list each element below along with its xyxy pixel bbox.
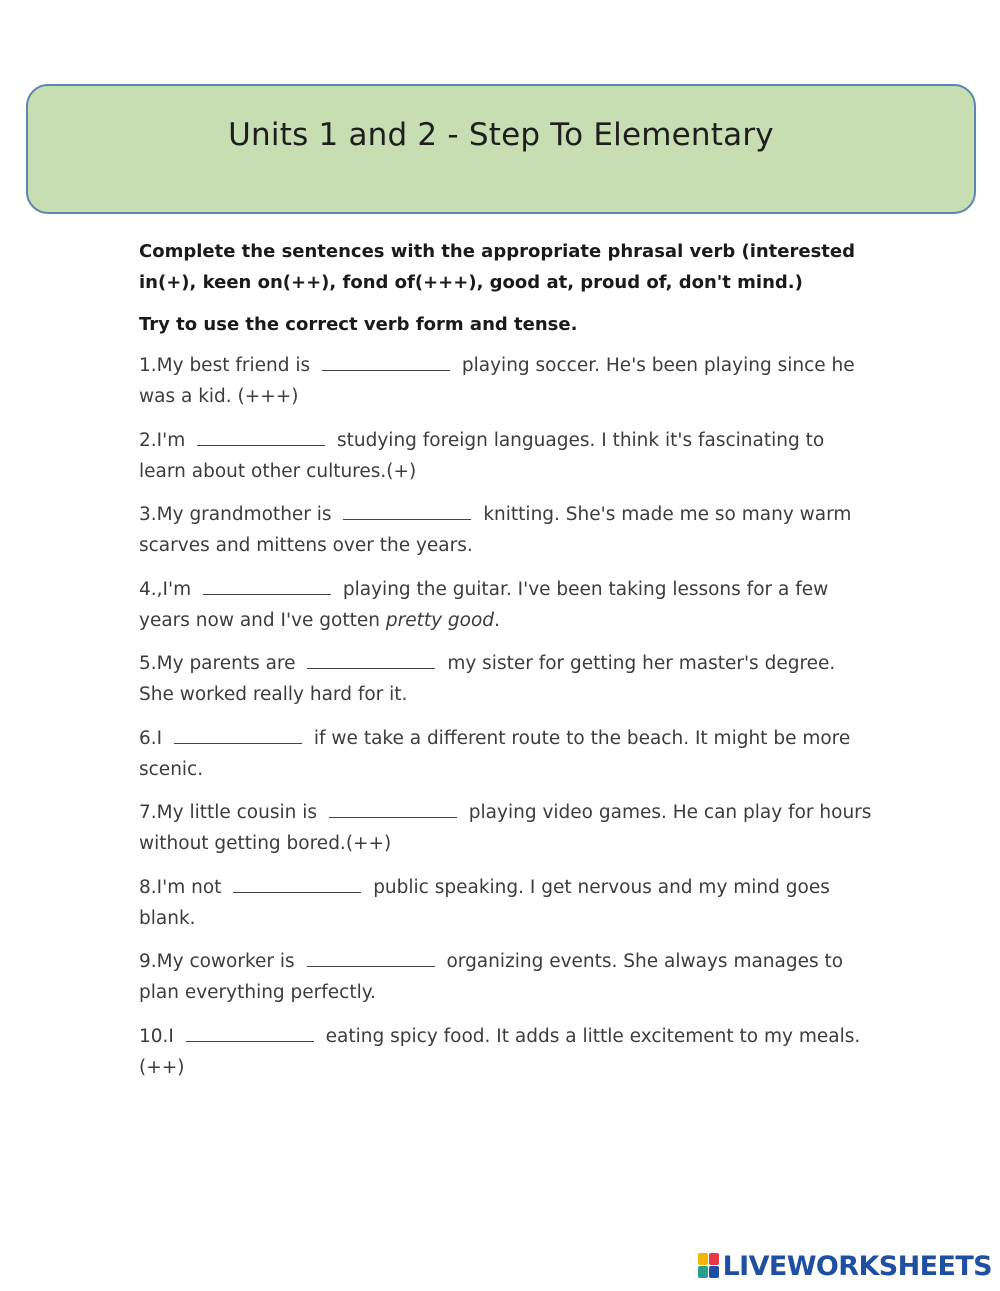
answer-blank-2[interactable] [197, 431, 325, 446]
question-text-before: 3.My grandmother is [139, 504, 332, 525]
question-text-before: 1.My best friend is [139, 355, 311, 376]
question-text-tail: . [494, 609, 500, 631]
question-7 [139, 797, 874, 859]
question-3 [139, 499, 874, 561]
question-text-before: 7.My little cousin is [139, 802, 318, 823]
answer-blank-1[interactable] [322, 356, 450, 371]
answer-blank-10[interactable] [186, 1027, 314, 1042]
logo-text: LIVEWORKSHEETS [722, 1250, 992, 1282]
question-1 [139, 350, 874, 412]
question-text-before: 2.I'm [139, 429, 186, 451]
answer-blank-8[interactable] [233, 878, 361, 893]
answer-blank-9[interactable] [307, 952, 435, 967]
question-text-after: playing soccer. He's been playing since he was a kid. (+++) [139, 355, 855, 407]
question-text-after: my sister for getting her master's degree. She worked really hard for it. [139, 653, 836, 705]
question-text-after: studying foreign languages. I think it's fascinating to learn about other cultures.(+) [139, 429, 825, 482]
question-text-after: playing the guitar. I've been taking lessons for a few years now and I've gotten [139, 578, 829, 631]
instructions-text: Complete the sentences with the appropriate phrasal verb (interested in(+), keen on(++), fond of(+++), good at, proud of, don't mind.) [139, 241, 855, 293]
question-text-after: playing video games. He can play for hours without getting bored.(++) [139, 802, 872, 854]
logo-icon [698, 1253, 720, 1279]
liveworksheets-logo[interactable] [698, 1251, 992, 1281]
question-5 [139, 648, 874, 710]
question-2 [139, 425, 874, 487]
page-title: Units 1 and 2 - Step To Elementary [228, 117, 774, 153]
question-italic-text: pretty good [385, 609, 495, 631]
title-banner [26, 84, 976, 214]
question-text-before: 5.My parents are [139, 653, 296, 674]
question-10 [139, 1021, 874, 1083]
question-6 [139, 723, 874, 785]
answer-blank-6[interactable] [174, 729, 302, 744]
question-text-before: 10.I [139, 1025, 174, 1047]
question-text-after: organizing events. She always manages to plan everything perfectly. [139, 951, 844, 1003]
question-4 [139, 574, 874, 636]
question-text-before: 9.My coworker is [139, 951, 295, 972]
question-text-after: eating spicy food. It adds a little excitement to my meals.(++) [139, 1025, 861, 1078]
question-text-before: 6.I [139, 727, 163, 749]
question-text-after: if we take a different route to the beach. It might be more scenic. [139, 727, 851, 780]
question-text-after: public speaking. I get nervous and my mind goes blank. [139, 876, 830, 929]
question-9 [139, 946, 874, 1008]
question-8 [139, 872, 874, 934]
answer-blank-4[interactable] [203, 580, 331, 595]
question-text-after: knitting. She's made me so many warm scarves and mittens over the years. [139, 504, 852, 556]
question-text-before: 4.,I'm [139, 578, 192, 600]
worksheet-content [139, 236, 874, 1095]
answer-blank-3[interactable] [343, 505, 471, 520]
answer-blank-7[interactable] [329, 803, 457, 818]
instructions-tense-note: Try to use the correct verb form and tense. [139, 314, 578, 335]
question-text-before: 8.I'm not [139, 876, 222, 898]
answer-blank-5[interactable] [307, 654, 435, 669]
